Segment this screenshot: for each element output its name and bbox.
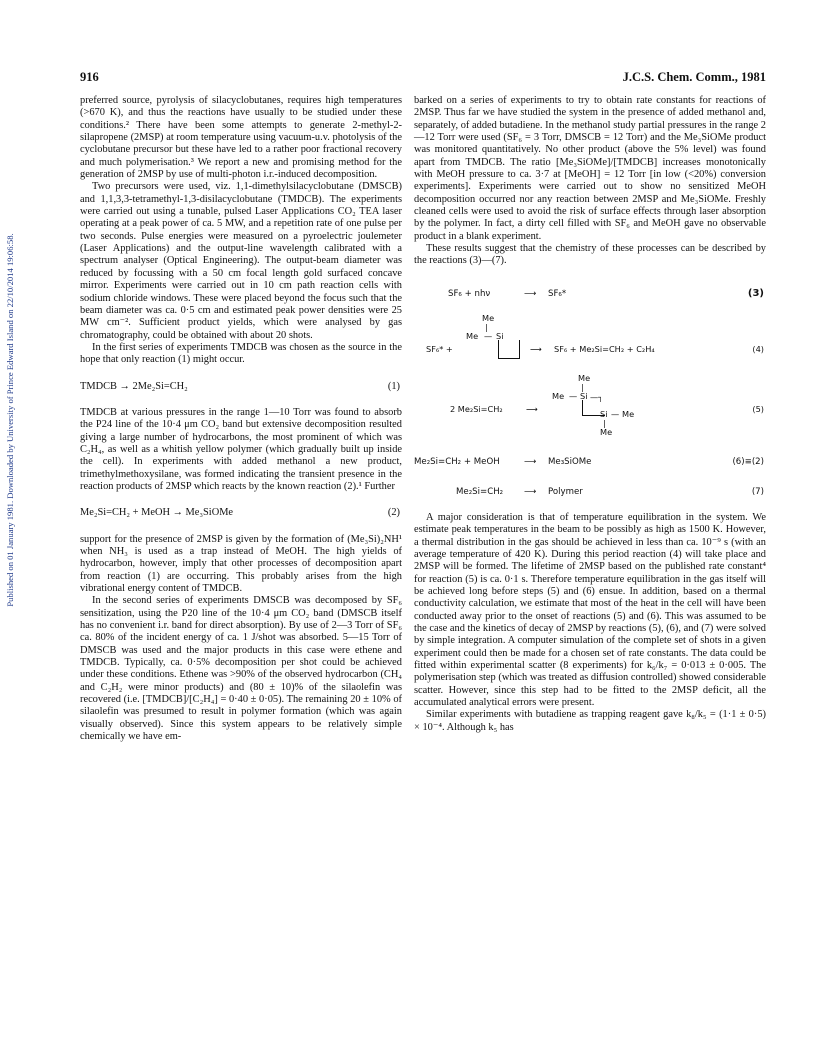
- paragraph: Similar experiments with butadiene as trapping reagent gave k₈/k₅ = (1·1 ± 0·5) × 10⁻⁴. Although k₅ has: [414, 709, 766, 733]
- equation-1: [80, 381, 402, 393]
- paragraph: In the first series of experiments TMDCB was chosen as the source in the hope that only reaction (1) might occur.: [80, 341, 402, 366]
- paragraph: A major consideration is that of temperature equilibration in the system. We estimate peak temperatures in the beam to be possibly as high as 1500 K. However, a thermal distribution in the gas should be achieved in less than ca. 10⁻⁹ s (with an average temperature of 420 K). During this period reaction (4) will take place and 2MSP will be formed. The lifetime of 2MSP based on the published rate constant⁴ for reaction (5) is ca. 0·1 s. Therefore temperature equilibration in the gas itself will be achieved long before steps (5) and (6) ensue. In addition, based on a thermal conductivity calculation, we estimate that most of the heat in the cell will have been conducted away prior to the onset of reactions (5) and (6). This was assumed to be the case and the kinetics of decay of 2MSP by reactions (5), (6), and (7) were solved by simple integration. A computer simulation of the complete set of shots in a given experiment could then be made for a chosen set of rate constants. The data could be fitted within experimental scatter (8 experiments) for k₆/k₇ = 0·013 ± 0·005. The polymerisation step (which was treated as diffusion controlled) showed considerable scatter. However, since this step had to be fitted to the 2MSP deficit, all the accumulated analytical errors were present.: [414, 511, 766, 708]
- arrow-icon: ⟶: [526, 403, 538, 414]
- journal-title: J.C.S. Chem. Comm., 1981: [622, 70, 766, 84]
- equation-number: (2): [387, 507, 400, 519]
- reaction-rhs: Me₃SiOMe: [548, 456, 592, 467]
- right-column: [414, 95, 766, 734]
- silicon-label: Si: [496, 330, 504, 341]
- download-watermark: Published on 01 January 1981. Downloaded by University of Prince Edward Island on 22/10/2014 19:06:58.: [5, 233, 15, 607]
- left-column: [80, 95, 402, 744]
- reaction-rhs: SF₆*: [548, 288, 567, 299]
- reaction-lhs: 2 Me₂Si=CH₂: [450, 403, 503, 414]
- paragraph: TMDCB at various pressures in the range 1—10 Torr was found to absorb the P24 line of the 10·4 μm CO₂ band but extensive decomposition resulted giving a large number of hydrocarbons, the most prominent of which was C₂H₄, as well as a whitish yellow polymer (which gradually built up inside the cell). In experiments with added methanol a new product, trimethylmethoxysilane, was formed indicating the transient presence in the reaction products of 2MSP which reacts by the known reaction (2).¹ Further: [80, 406, 402, 492]
- arrow-icon: ⟶: [524, 456, 537, 467]
- reaction-number: (6)≡(2): [732, 456, 764, 467]
- silicon-label: Si: [580, 390, 588, 401]
- equation-number: (1): [387, 380, 400, 392]
- reaction-number: (4): [752, 343, 764, 354]
- reaction-lhs: Me₂Si=CH₂ + MeOH: [414, 456, 500, 467]
- reaction-lhs: SF₆* +: [426, 343, 453, 354]
- paragraph: support for the presence of 2MSP is given by the formation of (Me₃Si)₂NH¹ when NH₃ is used as a trap instead of MeOH. The high yields of hydrocarbon, however, imply that other processes of decomposition apart from reaction (1) are occurring. This probably arises from the high vibrational energy content of TMDCB.: [80, 533, 402, 595]
- page-number: 916: [80, 70, 99, 84]
- silacyclobutane-ring: [498, 340, 520, 359]
- reaction-rhs: SF₆ + Me₂Si=CH₂ + C₂H₄: [554, 343, 655, 354]
- reaction-5: 2 Me₂Si=CH₂ ⟶ Me | Me — Si —┐ Si — Me | Me (5): [450, 372, 764, 437]
- equation-text: Me₂Si=CH₂ + MeOH → Me₃SiOMe: [80, 507, 234, 519]
- paragraph: preferred source, pyrolysis of silacyclobutanes, requires high temperatures (>670 K), and thus the reactions have usually to be studied under these conditions.² There have been some attempts to generate 2-methyl-2-silapropene (2MSP) at room temperature using vacuum-u.v. photolysis of the cyclobutane precursor but these have led to a rather poor fractional recovery and much polymerisation.³ We report a new and promising method for the generation of 2MSP by use of multi-photon i.r.-induced decomposition.: [80, 95, 402, 181]
- reaction-7: [414, 478, 766, 506]
- page-header: [80, 70, 766, 86]
- methyl-label: Me: [482, 312, 495, 323]
- reaction-number: (5): [752, 403, 764, 414]
- silicon-label: Si: [600, 408, 608, 419]
- arrow-icon: ⟶: [524, 486, 537, 497]
- reaction-3: [414, 280, 766, 308]
- equation-text: TMDCB → 2Me₂Si=CH₂: [80, 380, 188, 392]
- methyl-label: Me: [552, 390, 565, 401]
- paragraph: These results suggest that the chemistry of these processes can be described by the reactions (3)—(7).: [414, 243, 766, 267]
- methyl-label: Me: [466, 330, 479, 341]
- reaction-scheme: [414, 280, 766, 512]
- paragraph: Two precursors were used, viz. 1,1-dimethylsilacyclobutane (DMSCB) and 1,1,3,3-tetramethyl-1,3-disilacyclobutane (TMDCB). The experiments were carried out using a tunable, pulsed Laser Applications CO₂ TEA laser operating at a peak power of ca. 5 MW, and a repetition rate of one pulse per two seconds. Pulse energies were measured on a pyroelectric joulemeter (Laser Applications) and the output-line wavelength calibrated with a spectrum analyser (Optical Engineering). The output-beam diameter was reduced by focussing with a 50 cm focal length gold surfaced concave mirror. Experiments were carried out in 10 cm path reaction cells with sodium chloride windows. These were placed beyond the focus such that the beam diameter was ca. 0·5 cm and estimated peak power densities were 25 MW cm⁻². Sufficient product yields, which were analysed by gas chromatography, could be obtained with about 20 shots.: [80, 181, 402, 341]
- reaction-number: (3): [747, 287, 764, 299]
- reaction-number: (7): [751, 486, 764, 497]
- reaction-4: SF₆* + Me | Me — Si ⟶ SF₆ + Me₂Si=CH₂ + C₂H₄ (4): [414, 312, 766, 366]
- arrow-icon: ⟶: [524, 288, 537, 299]
- reaction-rhs: Polymer: [548, 486, 583, 497]
- reaction-lhs: SF₆ + nhν: [448, 288, 491, 299]
- paragraph: barked on a series of experiments to try to obtain rate constants for reactions of 2MSP. Thus far we have studied the system in the presence of added methanol and, separately, of added butadiene. In the methanol study partial pressures in the range 2—12 Torr were used (SF₆ = 3 Torr, DMSCB = 12 Torr) and the Me₃SiOMe product was monitored quantitatively. No other product (above the 5% level) was found apart from TMDCB. The ratio [Me₃SiOMe]/[TMDCB] increases monotonically with MeOH pressure to ca. 3·7 at [MeOH] = 12 Torr [in low (<20%) conversion experiments]. Experiments were carried out to show no sensitized MeOH decomposition occurred nor any reaction between 2MSP and Me₃SiOMe. Freshly cleaned cells were used to avoid the risk of surface effects through laser absorption by the polymer. In fact, a dirty cell filled with SF₆ and MeOH gave no observable product in a blank experiment.: [414, 95, 766, 242]
- reaction-6: [414, 448, 766, 476]
- arrow-icon: ⟶: [530, 343, 542, 354]
- methyl-label: Me: [600, 426, 613, 437]
- methyl-label: Me: [578, 372, 591, 383]
- equation-2: [80, 507, 402, 519]
- paragraph: In the second series of experiments DMSCB was decomposed by SF₆ sensitization, using the P20 line of the 10·4 μm CO₂ band (DMSCB itself has no convenient i.r. band for direct absorption). By use of 2—3 Torr of SF₆ ca. 80% of the incident energy of ca. 1 J/shot was absorbed. 5—15 Torr of DMSCB was used and the major products in this case were ethene and TMDCB. Typically, ca. 0·5% decomposition per shot could be achieved under these conditions. Ethene was >90% of the observed hydrocarbon (CH₄ and C₂H₂ were minor products) and (80 ± 10)% of the silaolefin was recovered (i.e. [TMDCB]/[C₂H₄] = 0·40 ± 0·05). The remaining 20 ± 10% of silaolefin was presumed to result in polymer formation (which was again visually observed). Since this system appears to be relatively simple chemically we have em-: [80, 595, 402, 743]
- reaction-lhs: Me₂Si=CH₂: [456, 486, 504, 497]
- methyl-label: Me: [622, 408, 635, 419]
